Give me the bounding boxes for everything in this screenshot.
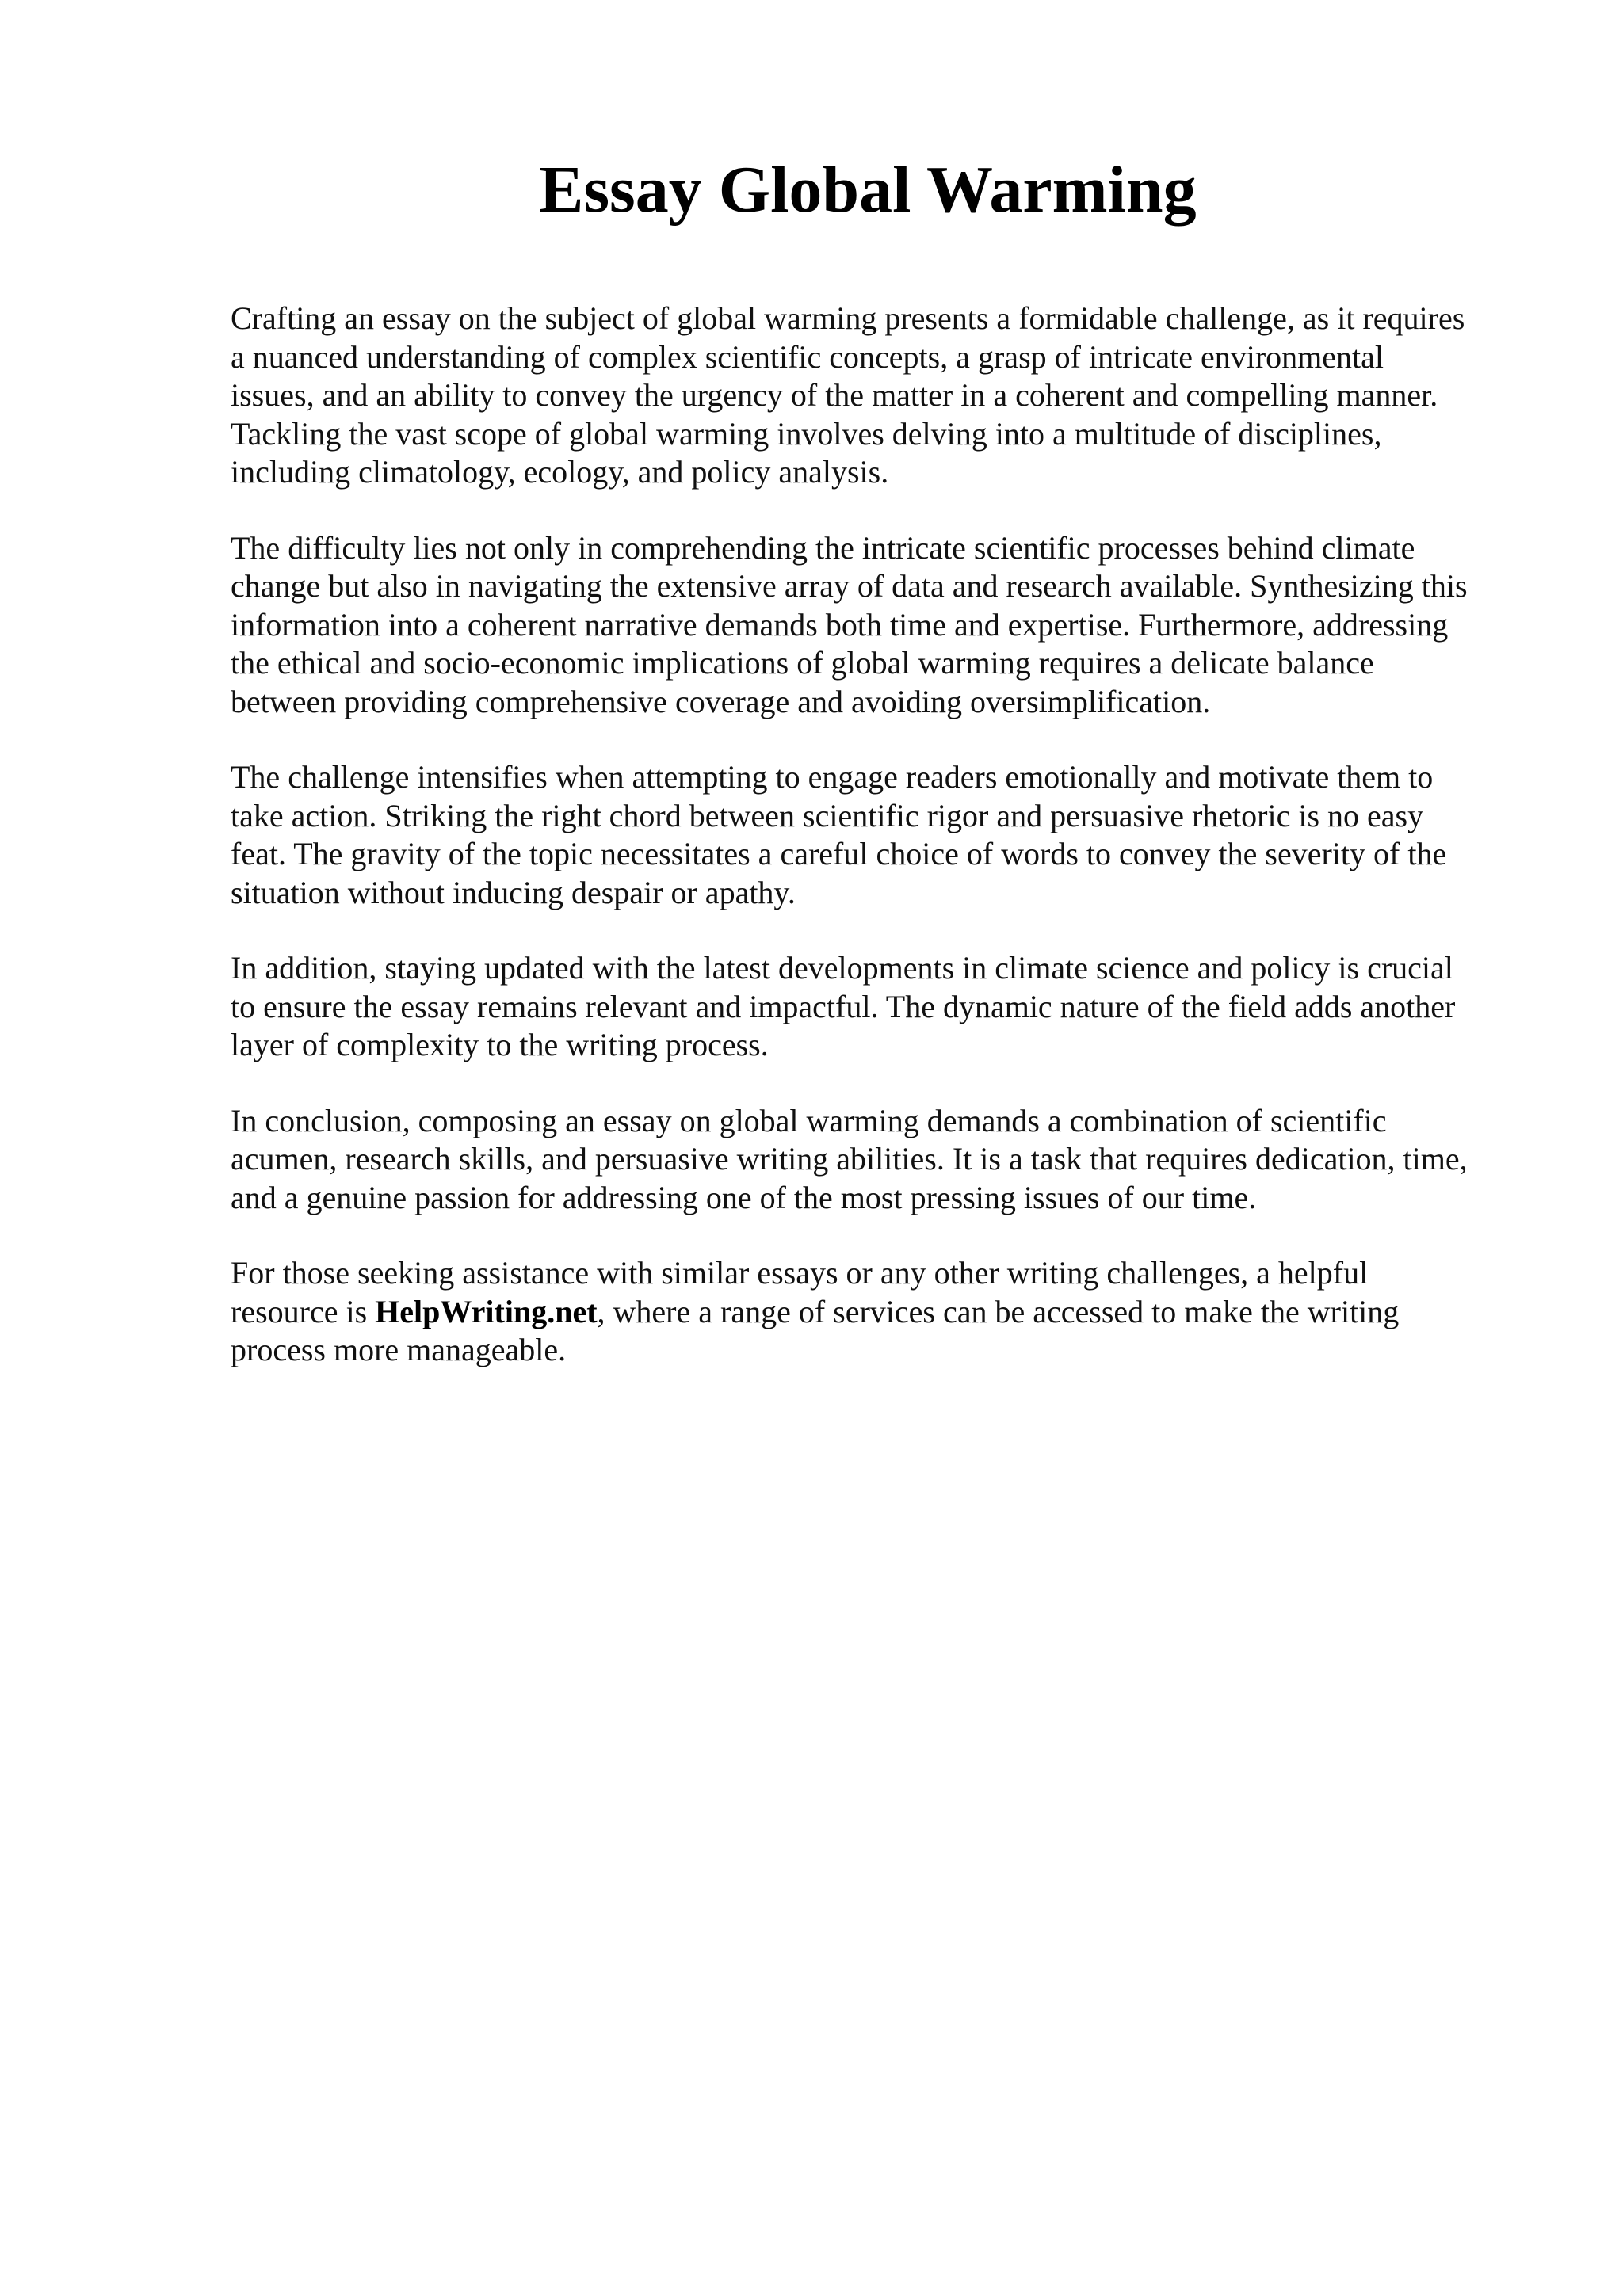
text-line: For those seeking assistance with similar essays or any other writing challenges, a helpful [231, 1255, 1369, 1291]
text-line: feat. The gravity of the topic necessitates a careful choice of words to convey the severity of the [231, 836, 1447, 871]
text-line: In conclusion, composing an essay on global warming demands a combination of scientific [231, 1102, 1387, 1138]
text-line: the ethical and socio-economic implications of global warming requires a delicate balance [231, 645, 1374, 681]
text-line: The challenge intensifies when attempting to engage readers emotionally and motivate them to [231, 759, 1434, 795]
paragraph-1 [231, 299, 1514, 492]
page-title: Essay Global Warming [539, 153, 1197, 227]
paragraph-3 [231, 758, 1514, 912]
text-line: change but also in navigating the extensive array of data and research available. Synthesizing this [231, 568, 1468, 604]
paragraph-5 [231, 1102, 1514, 1218]
text-line: process more manageable. [231, 1332, 567, 1367]
essay-body [231, 299, 1514, 1407]
text-fragment: , where a range of services can be accessed to make the writing [597, 1293, 1400, 1329]
paragraph-4 [231, 949, 1514, 1065]
text-line: In addition, staying updated with the latest developments in climate science and policy is crucial [231, 950, 1453, 986]
paragraph-6 [231, 1254, 1514, 1370]
text-line: including climatology, ecology, and policy analysis. [231, 454, 889, 490]
text-line: layer of complexity to the writing process. [231, 1027, 769, 1062]
text-line-with-link [231, 1293, 1514, 1332]
text-line: situation without inducing despair or apathy. [231, 874, 796, 910]
paragraph-2 [231, 529, 1514, 722]
text-line: take action. Striking the right chord between scientific rigor and persuasive rhetoric is no easy [231, 797, 1424, 833]
text-line: acumen, research skills, and persuasive writing abilities. It is a task that requires dedication, time, [231, 1141, 1468, 1177]
text-line: between providing comprehensive coverage and avoiding oversimplification. [231, 683, 1211, 719]
helpwriting-link[interactable]: HelpWriting.net [375, 1293, 598, 1329]
text-line: issues, and an ability to convey the urgency of the matter in a coherent and compelling manner. [231, 377, 1438, 413]
text-line: Crafting an essay on the subject of global warming presents a formidable challenge, as it requires [231, 300, 1465, 336]
text-line: Tackling the vast scope of global warming involves delving into a multitude of disciplines, [231, 415, 1382, 452]
text-line: information into a coherent narrative demands both time and expertise. Furthermore, addressing [231, 606, 1449, 643]
text-line: to ensure the essay remains relevant and impactful. The dynamic nature of the field adds another [231, 988, 1456, 1024]
text-line: The difficulty lies not only in comprehending the intricate scientific processes behind climate [231, 529, 1415, 566]
text-line: and a genuine passion for addressing one of the most pressing issues of our time. [231, 1179, 1257, 1215]
text-fragment: resource is [231, 1293, 376, 1329]
text-line: a nuanced understanding of complex scientific concepts, a grasp of intricate environmental [231, 338, 1384, 375]
